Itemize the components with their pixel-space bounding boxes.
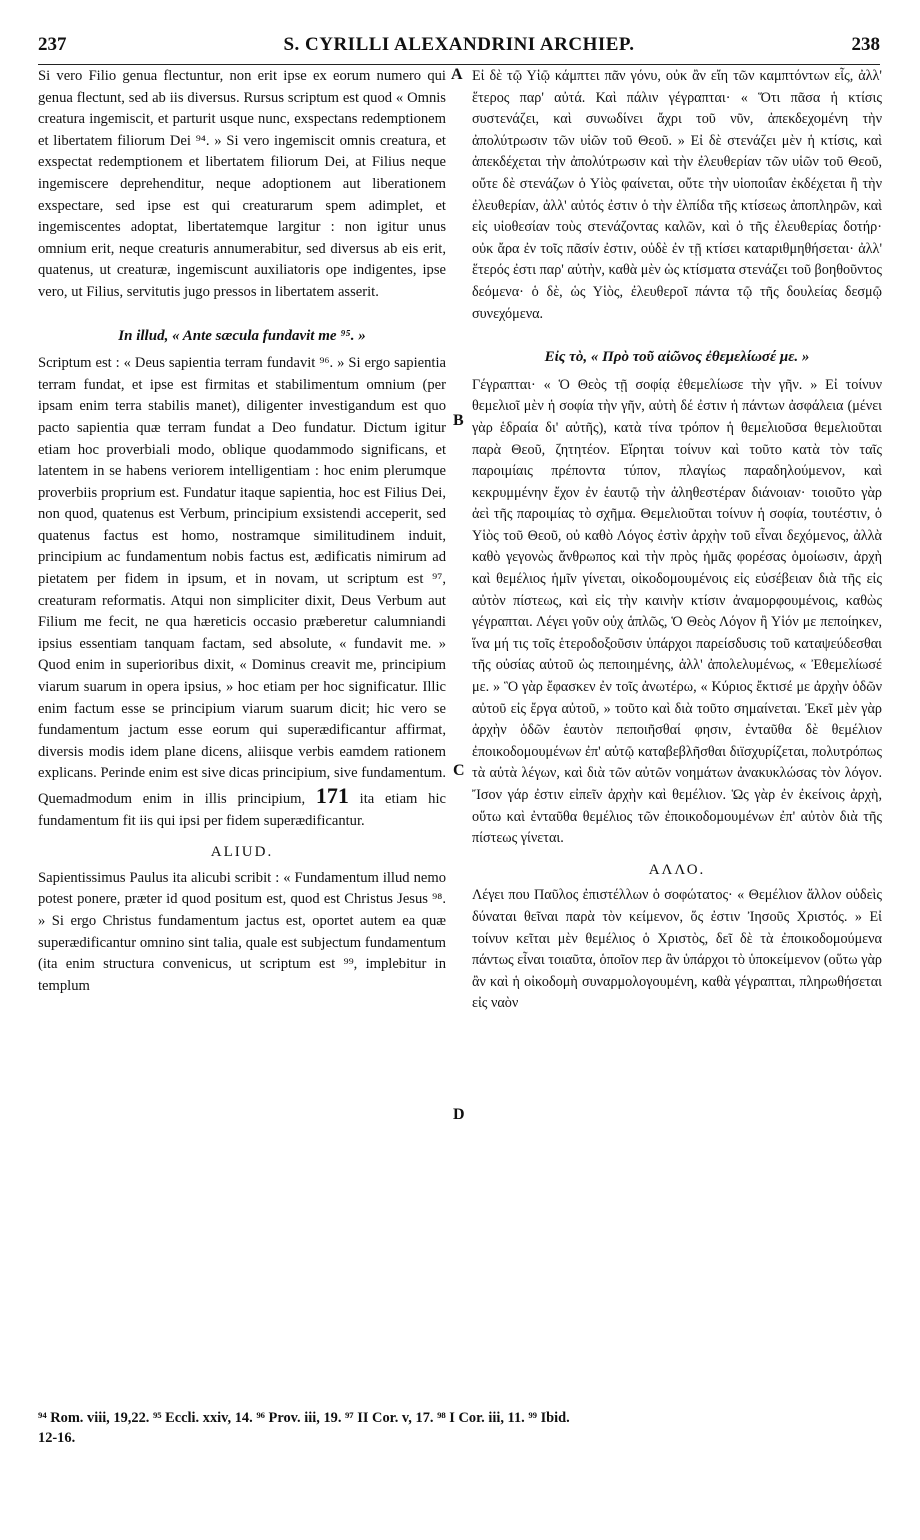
margin-letter-c: C bbox=[453, 762, 465, 779]
greek-paragraph-2: Γέγραπται· « Ὁ Θεὸς τῇ σοφίᾳ ἐθεμελίωσε τὴν γῆν. » Εἰ τοίνυν θεμελιοῖ μὲν ἡ σοφία τὴν γῆν, αὐτὴ δέ ἐστιν ἡ πάντων ἀσφάλεια (μένει γὰρ ἑδραία δι' αὐτῆς), κατὰ τίνα τρόπον ἡ θεμελιοῦσα θεμελιοῦται παρὰ Θεοῦ, ζητητέον. Εἴρηται τοίνυν καὶ τοῦτο κατὰ τὸν ταῖς παροιμίαις πρέποντα τύπον, πλαγίως παραδηλούμενον, καὶ κεκρυμμένην ἔχον ἐν ἑαυτῷ τὴν ἀληθεστέραν διάνοιαν· τοιοῦτο γὰρ ἀεὶ τῆς παροιμίας τὸ σχῆμα. Θεμελιοῦται τοίνυν ἡ σοφία, τουτέστιν, ὁ Υἱὸς τοῦ Θεοῦ, οὐ καθὸ Λόγος ἐστὶν ἀρχὴν τοῦ εἶναι δεχόμενος, ἀλλὰ καθὸ γεγονὼς ἄνθρωπος καὶ τὴν πρὸς ἡμᾶς φορέσας ὁμοίωσιν, ἀρχὴ καὶ θεμέλιος ἡμῖν γίνεται, οἰκοδομουμένοις εἰς εὐσέβειαν διὰ τῆς εἰς αὐτὸν πίστεως, καὶ εἰς τὴν καινὴν κτίσιν ἀναμορφουμένοις, καθὼς γέγραπται. Λέγει γοῦν οὐχ ἁπλῶς, Ὁ Θεὸς Λόγον ἢ Υἱόν με πεποίηκεν, ἵνα μή τις τοῖς ἑτεροδοξοῦσιν ὑπάρχοι παρείσδυσις τοῦ καταψεύδεσθαι τῆς οὐσίας αὐτοῦ ὡς πεποιημένης, ἀλλ' ἀπολελυμένως, « Ἐθεμελίωσέ με. » Ὃ γὰρ ἔφασκεν ἐν τοῖς ἀνωτέρω, « Κύριος ἔκτισέ με ἀρχὴν ὁδῶν αὐτοῦ εἰς ἔργα αὐτοῦ, » τοῦτο καὶ διὰ τοῦτο σημαίνεται. Ἐκεῖ μὲν γὰρ ἀρχὴν ὁδῶν ἑαυτὸν πεποιῆσθαί φησιν, ἐνταῦθα δὲ θεμέλιον ἐποικοδομουμένων ἐπ' αὐτῷ καταβεβλῆσθαι διϊσχυρίζεται, πολυτρόπως τὰ αὐτὰ λέγων, καὶ διὰ τῶν αὐτῶν νοημάτων ἀνακυκλώσας τὸν λόγον. Ἴσον γάρ ἐστιν εἰπεῖν ἀρχὴν καὶ θεμέλιον. Ὡς γὰρ ἐν ἐκείνοις ἀρχὴ, οὕτω καὶ ἐνταῦθα θεμέλιος τῶν ἐποικοδομουμένων ἐπ' αὐτὸν διὰ τῆς πίστεως γίνεται. bbox=[472, 376, 882, 847]
margin-letter-d: D bbox=[453, 1106, 465, 1123]
greek-column bbox=[472, 66, 882, 1015]
footnote-line-1: ⁹⁴ Rom. viii, 19,22. ⁹⁵ Eccli. xxiv, 14. ⁹⁶ Prov. iii, 19. ⁹⁷ II Cor. v, 17. ⁹⁸ I Cor. iii, 11. ⁹⁹ Ibid. bbox=[38, 1410, 570, 1426]
latin-column bbox=[38, 66, 446, 997]
greek-paragraph-1: Εἰ δὲ τῷ Υἱῷ κάμπτει πᾶν γόνυ, οὐκ ἂν εἴη τῶν καμπτόντων εἷς, ἀλλ' ἕτερος παρ' αὐτά. Καὶ πάλιν γέγραπται· « Ὅτι πᾶσα ἡ κτίσις συστενάζει, καὶ συνωδίνει ἄχρι τοῦ νῦν, ἀπεκδεχομένη τὴν ἀπολύτρωσιν τῶν υἱῶν τοῦ Θεοῦ. » Εἰ δὲ στενάζει μὲν ἡ κτίσις, καὶ ἀπεκδέχεται τὴν ἀπολύτρωσιν καὶ τὴν ἐλευθερίαν τῶν υἱῶν τοῦ Θεοῦ, οὔτε δὲ στενάζων ὁ Υἱὸς φαίνεται, οὔτε τὴν υἱοποιΐαν ἐκδέχεται ἢ τὴν ἐλευθερίαν, ἀλλ' αὐτός ἐστιν ὁ τὴν ἐλπίδα τῆς κτίσεως ἀποπληρῶν, καὶ εἰς υἱοθεσίαν τοὺς στενάζοντας καλῶν, καὶ ὁ τῆς ἐλευθερίας δοτήρ· οὐκ ἄρα ἐν τοῖς πᾶσίν ἐστιν, οὐδὲ ἐν τῇ κτίσει καταριθμηθήσεται· ἀλλ' ἕτερός ἐστι παρ' αὐτὴν, καθὰ μὲν ὡς κτίσματα στενάζει τοῦ βοηθοῦντος δεόμενα· ὁ δὲ, ὡς Υἱὸς, ἐλευθεροῖ πάντα τῷ τῆς δουλείας δεσμῷ συνεχόμενα. bbox=[472, 68, 882, 322]
greek-section-heading-2: ΑΛΛΟ. bbox=[648, 861, 706, 878]
greek-paragraph-3: Λέγει που Παῦλος ἐπιστέλλων ὁ σοφώτατος· « Θεμέλιον ἄλλον οὐδεὶς δύναται θεῖναι παρὰ τὸν κείμενον, ὅς ἐστιν Ἰησοῦς Χριστός. » Εἰ τοίνυν κεῖται μὲν θεμέλιος ὁ Χριστὸς, δεῖ δὲ τὰ ἐποικοδομούμενα πάντως εἶναι τοιαῦτα, ὁποῖον περ ἂν ὑπάρχοι τὸ ὑποκείμενον (οὕτω γὰρ ἂν καὶ ἡ οἰκοδομὴ συναρμολογουμένη, καθὰ γέγραπται, πληρωθήσεται εἰς ναὸν bbox=[472, 887, 882, 1012]
footnotes bbox=[38, 1408, 880, 1448]
greek-section-heading-1: Εἰς τὸ, « Πρὸ τοῦ αἰῶνος ἐθεμελίωσέ με. » bbox=[544, 349, 810, 366]
latin-paragraph-2 bbox=[38, 353, 446, 832]
marginal-page-number: 171 bbox=[315, 783, 349, 808]
margin-letter-a: A bbox=[451, 66, 463, 83]
latin-paragraph-2-text-b: ita etiam hic fundamentum fit iis qui ipsi per fidem superædificantur. bbox=[38, 791, 446, 829]
latin-paragraph-1: Si vero Filio genua flectuntur, non erit ipse ex eorum numero qui genua flectunt, sed ab iis diversus. Rursus scriptum est quod « Omnis creatura ingemiscit, et parturit usque nunc, exspectans redemptionem et libertatem filiorum Dei ⁹⁴. » Si vero ingemiscit omnis creatura, et exspectat redemptionem et libertatem filiorum Dei, at Filius neque ingemiscere deprehenditur, neque adoptionem aut liberationem exspectare, sed ipse est qui creaturarum spem adimplet, et ingemiscentes adoptat, libertatemque largitur : non igitur unus omnium erit, neque creaturis annumerabitur, sed diversus ab eis erit, quatenus, ut creaturæ, ingemiscunt auxiliatoris ope indigentes, ipse vero, ut Filius, servitutis jugo pressos in libertatem asserit. bbox=[38, 68, 446, 300]
latin-paragraph-2-text-a: Scriptum est : « Deus sapientia terram fundavit ⁹⁶. » Si ergo sapientia terram fundat, et ipse est firmitas et stabilimentum omnium (per ipsam enim terra stabilis manet), diligenter investigandum est quo pacto sapientia quæ terram fundat a Deo fundatur. Dictum igitur etiam hoc proverbiali modo, oblique quodammodo significans, et latentem in se habens veriorem intelligentiam : hoc enim plerumque proverbiis proprium est. Fundatur itaque sapientia, hoc est Filius Dei, non quod, quatenus est Verbum, principium exsistendi acceperit, sed quatenus factus est homo, nostramque similitudinem induit, principium ac fundamentum nobis factus est, ædificatis nimirum ad pietatem per fidem in ipsum, et in novam, ut scriptum est ⁹⁷, creaturam reformatis. Atqui non simpliciter dixit, Deus Verbum aut Filium me fecit, ne qua hæreticis occasio præberetur calumniandi ipsius essentiam tanquam factam, sed absolute, « fundavit me. » Quod enim in superioribus dixit, « Dominus creavit me, principium viarum suarum in opera ipsius, » hoc etiam per hoc significatur. Illic enim factum esse se principium viarum suarum dicit; hic vero se fundamentum jactum esse eorum qui superædificantur affirmat, diversis modis idem plane dicens, aliisque verbis eamdem rationem explicans. Perinde enim est sive dicas principium, sive fundamentum. Quemadmodum enim in illis principium, bbox=[38, 355, 446, 807]
latin-section-heading-1: In illud, « Ante sæcula fundavit me ⁹⁵. » bbox=[118, 327, 366, 344]
margin-letter-b: B bbox=[453, 412, 464, 429]
page-number-right: 238 bbox=[851, 34, 880, 55]
latin-section-heading-2: ALIUD. bbox=[210, 844, 274, 861]
footnote-line-2: 12-16. bbox=[38, 1430, 76, 1446]
page-number-left: 237 bbox=[38, 34, 67, 55]
running-title: S. CYRILLI ALEXANDRINI ARCHIEP. bbox=[283, 34, 635, 55]
page-header bbox=[38, 34, 880, 65]
latin-paragraph-3: Sapientissimus Paulus ita alicubi scribit : « Fundamentum illud nemo potest ponere, præter id quod positum est, quod est Christus Jesus ⁹⁸. » Si ergo Christus fundamentum jactus est, oportet autem ea quæ superædificantur omnino sint talia, quale est subjectum fundamentum (ita enim structura convenicus, ut scriptum est ⁹⁹, implebitur in templum bbox=[38, 869, 446, 994]
